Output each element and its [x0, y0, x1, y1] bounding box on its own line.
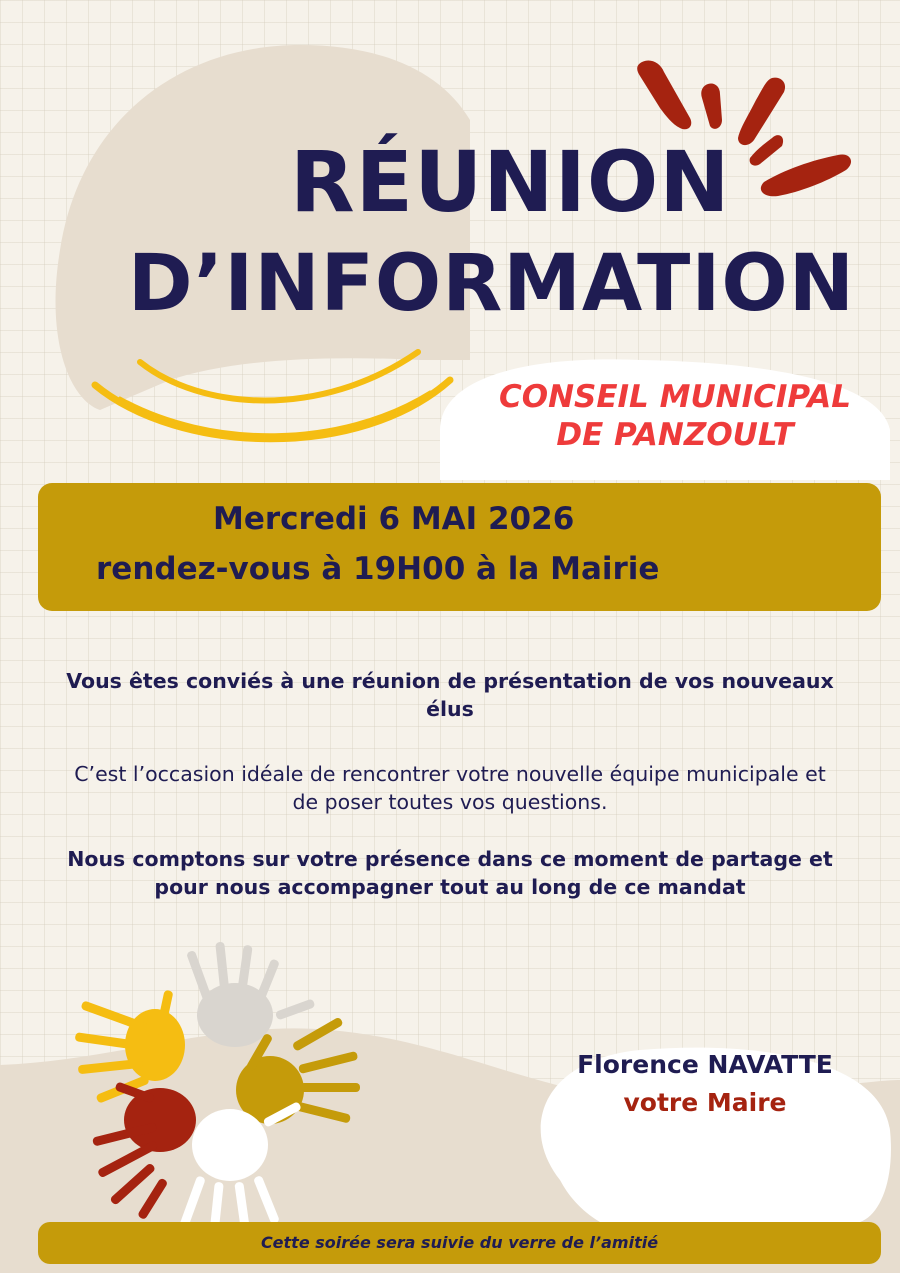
page-title-line2: D’INFORMATION	[127, 239, 855, 329]
event-banner	[38, 483, 881, 611]
event-date: Mercredi 6 MAI 2026	[213, 501, 575, 537]
subtitle-line1: CONSEIL MUNICIPAL	[498, 379, 852, 415]
subtitle-line2: DE PANZOULT	[556, 417, 794, 453]
paragraph-occasion: C’est l’occasion idéale de rencontrer votre nouvelle équipe municipale et de poser toutes vos questions.	[74, 762, 826, 814]
paragraph-presence: Nous comptons sur votre présence dans ce moment de partage et pour nous accompagner tout au long de ce mandat	[67, 847, 833, 899]
signature-name: Florence NAVATTE	[577, 1050, 833, 1079]
subtitle	[440, 378, 900, 454]
event-meeting: rendez-vous à 19H00 à la Mairie	[96, 551, 660, 587]
yellow-brush-arcs	[95, 352, 450, 439]
footer-note: Cette soirée sera suivie du verre de l’amitié	[260, 1233, 659, 1252]
signature-role: votre Maire	[623, 1088, 787, 1117]
page-title-line1: RÉUNION	[290, 133, 731, 231]
footer-banner	[38, 1222, 881, 1264]
paragraph-invitation: Vous êtes conviés à une réunion de présentation de vos nouveaux élus	[66, 669, 834, 721]
